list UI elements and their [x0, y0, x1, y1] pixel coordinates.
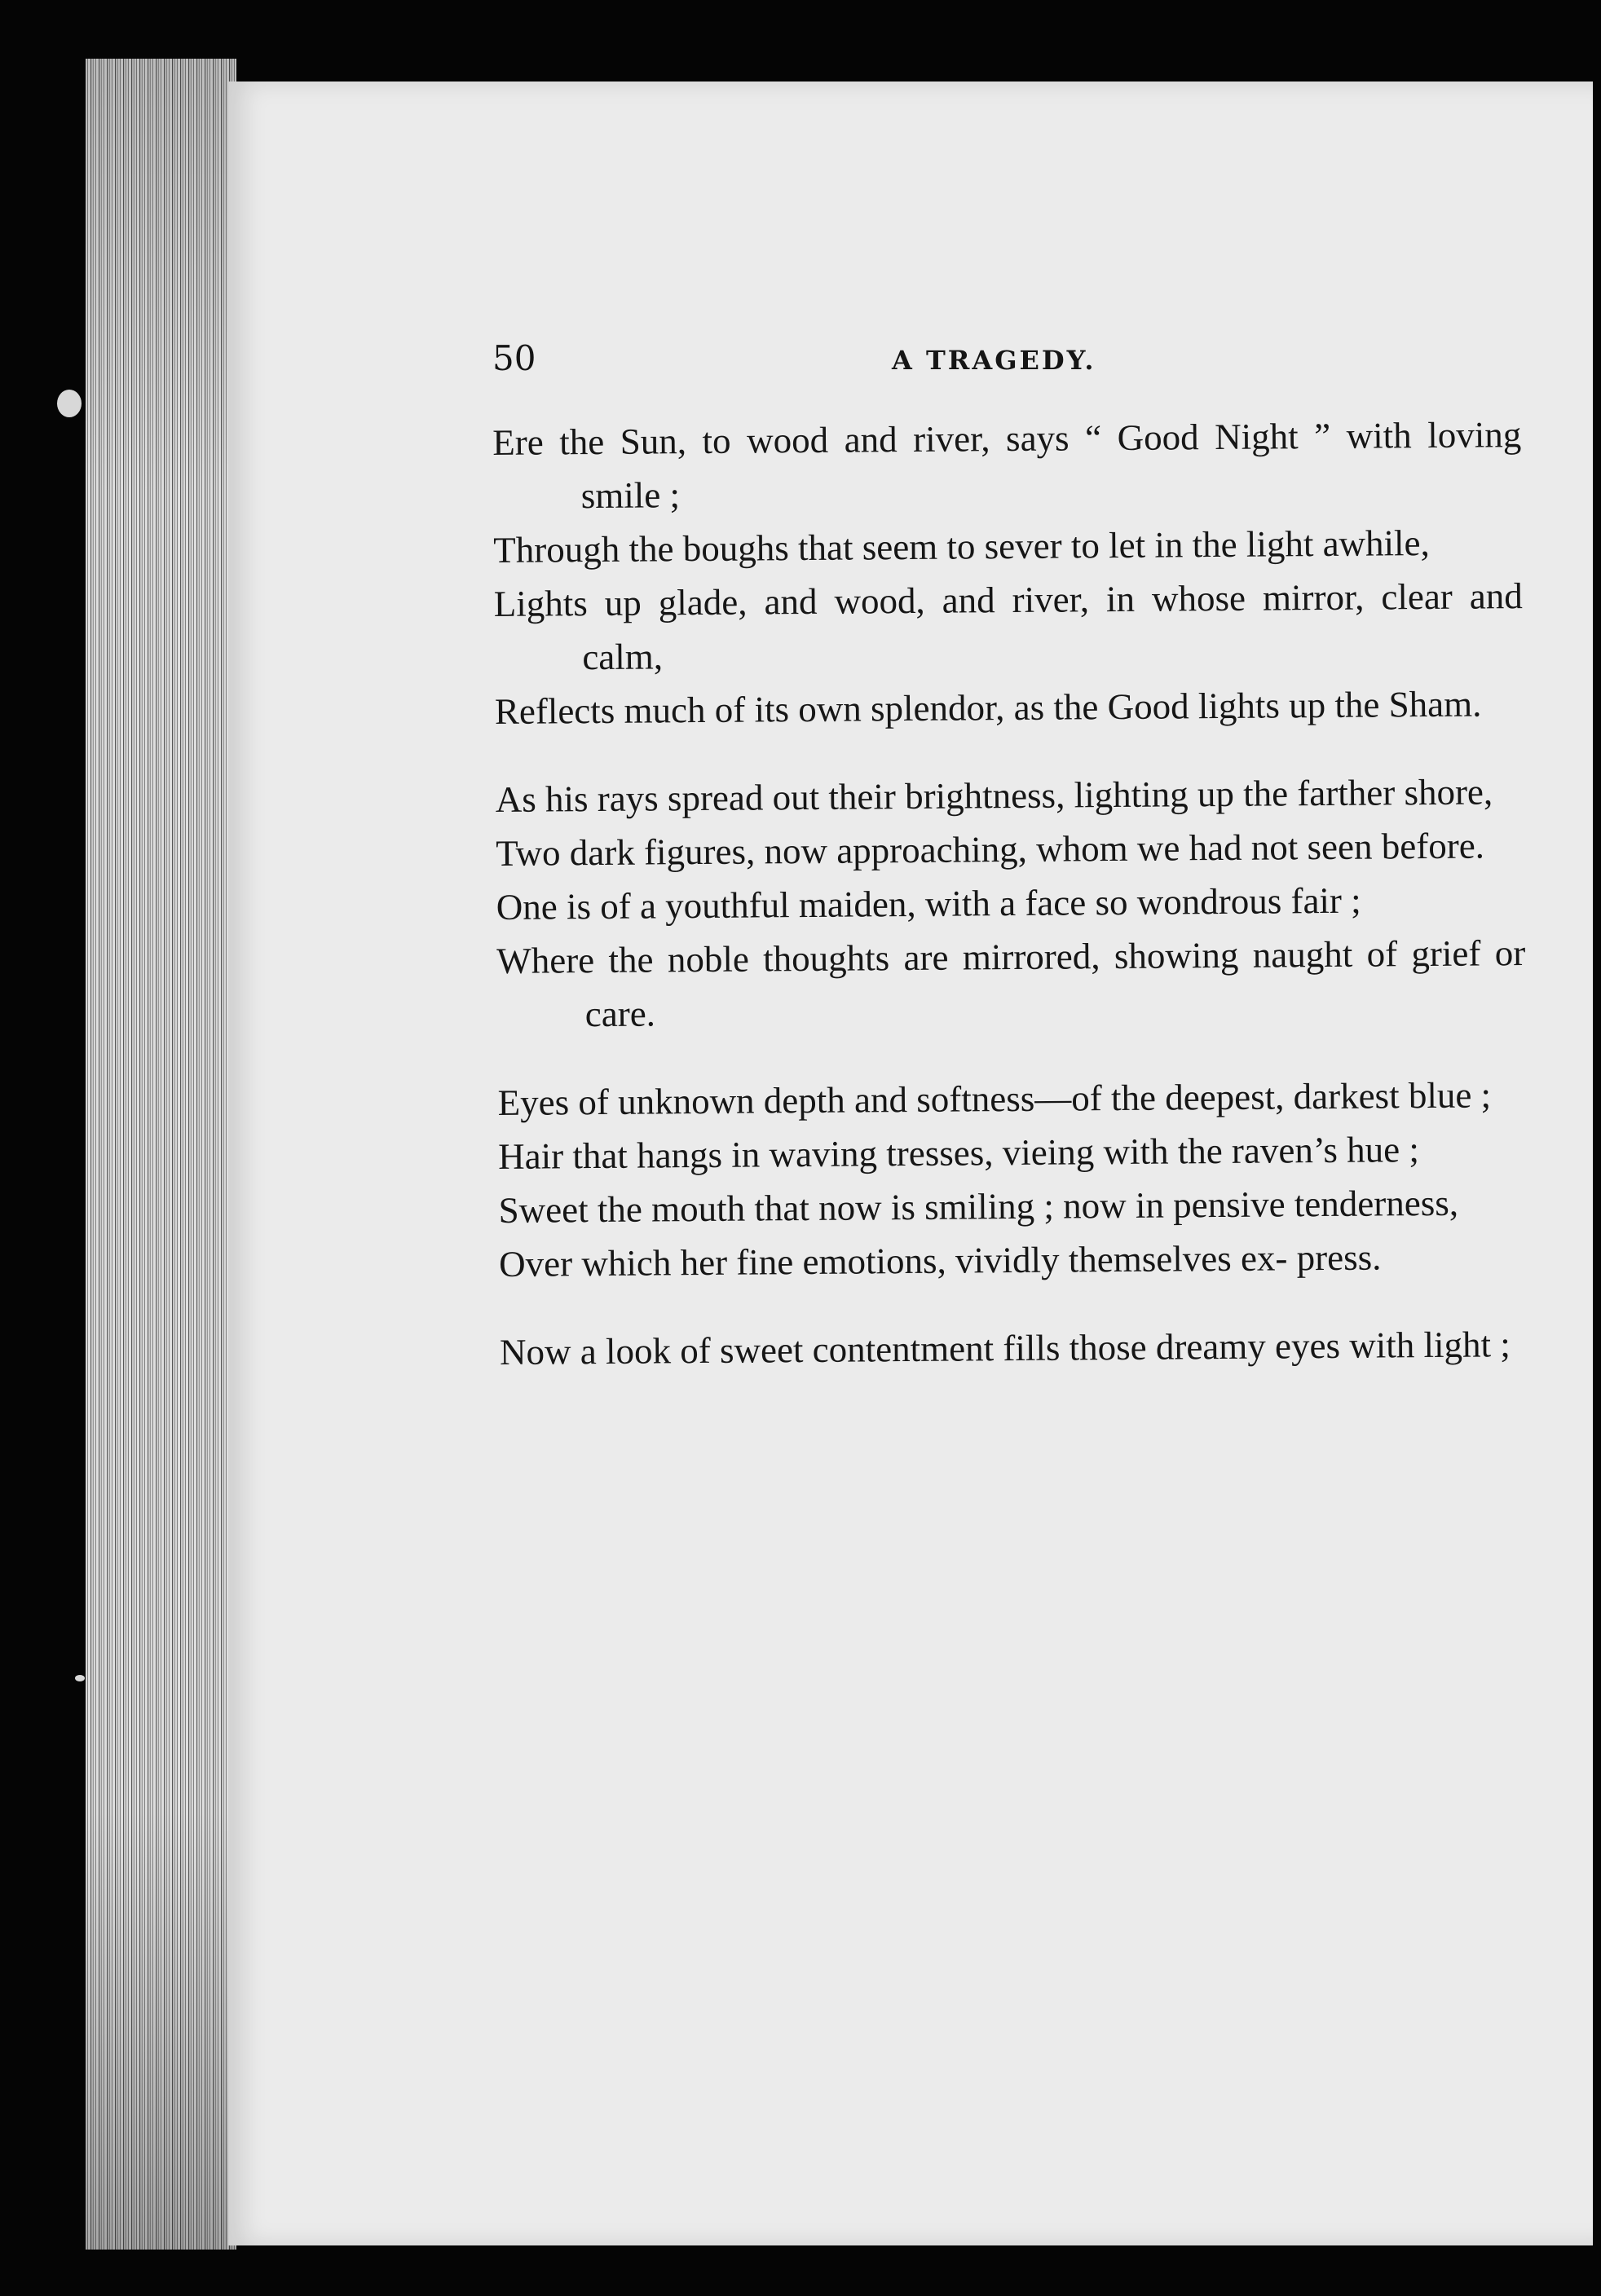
stanza	[497, 1068, 1528, 1291]
page-edge-shadow	[86, 59, 236, 2250]
verse-line: Sweet the mouth that now is smiling ; now in pensive tenderness,	[498, 1182, 1459, 1231]
stanza	[500, 1317, 1528, 1379]
verse-line: Ere the Sun, to wood and river, says “ Good Night ” with loving smile ;	[492, 414, 1522, 517]
verse-line: Reflects much of its own splendor, as the Good lights up the Sham.	[494, 683, 1482, 732]
scan-speck	[75, 1675, 85, 1681]
verse-line: Now a look of sweet contentment fills those dreamy eyes with light ;	[499, 1324, 1511, 1373]
stanza	[492, 408, 1524, 738]
running-head	[492, 334, 1519, 383]
verse-line: Over which her fine emotions, vividly themselves ex- press.	[498, 1236, 1382, 1285]
running-title: A TRAGEDY.	[892, 345, 1096, 376]
page-right-border	[1593, 82, 1601, 2245]
verse-line: As his rays spread out their brightness, lighting up the farther shore,	[495, 771, 1493, 820]
verse-line: Where the noble thoughts are mirrored, showing naught of grief or care.	[496, 932, 1526, 1035]
stanza	[495, 765, 1526, 1042]
page-number: 50	[492, 338, 536, 378]
verse-line: Eyes of unknown depth and softness—of the deepest, darkest blue ;	[497, 1074, 1492, 1123]
verse-line: Two dark figures, now approaching, whom we had not seen before.	[496, 825, 1485, 874]
verse-line: One is of a youthful maiden, with a face so wondrous fair ;	[496, 879, 1361, 928]
scan-speck	[57, 390, 82, 417]
verse-line: Lights up glade, and wood, and river, in whose mirror, clear and calm,	[493, 575, 1523, 678]
verse-line: Through the boughs that seem to sever to let in the light awhile,	[493, 522, 1430, 571]
poem-text	[492, 408, 1529, 1413]
verse-line: Hair that hangs in waving tresses, vieing with the raven’s hue ;	[497, 1129, 1420, 1177]
